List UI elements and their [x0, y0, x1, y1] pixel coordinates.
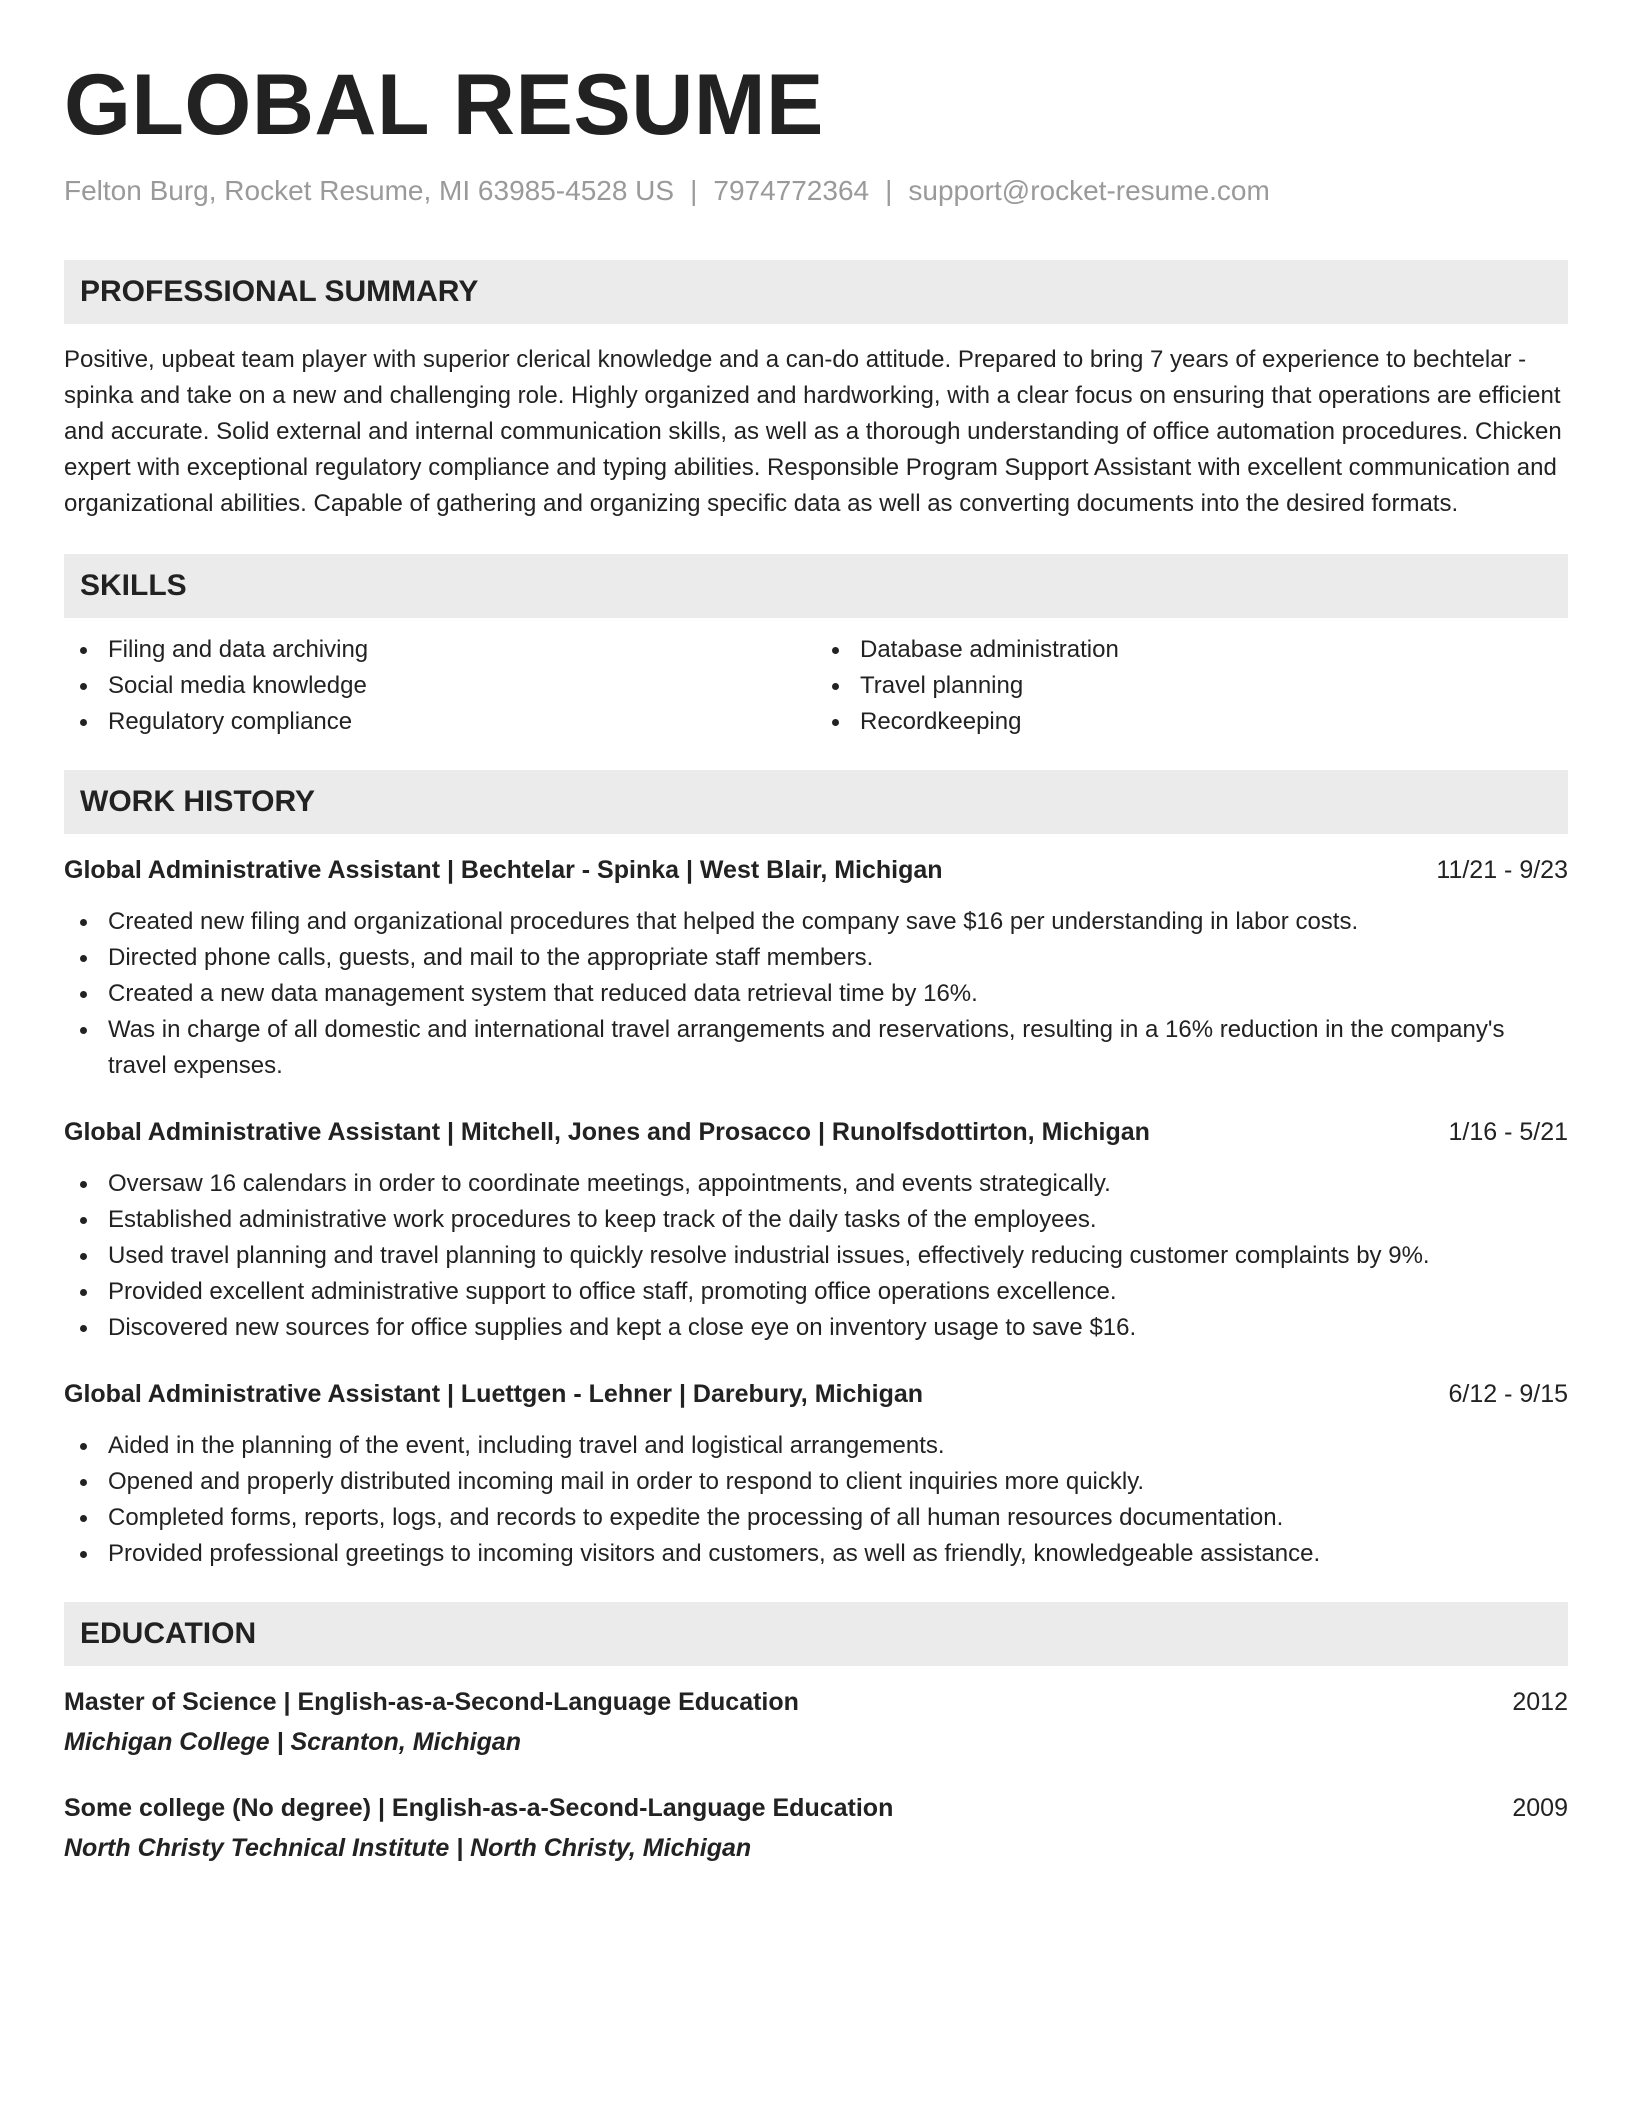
job-title: Global Administrative Assistant | Luettgen - Lehner | Darebury, Michigan	[64, 1379, 924, 1408]
job-bullet: Provided professional greetings to incoming visitors and customers, as well as friendly, knowledgeable assistance.	[64, 1536, 1568, 1572]
contact-line	[64, 174, 1568, 208]
job-header	[64, 852, 1568, 888]
education-entry	[64, 1790, 1568, 1866]
skill-item: Travel planning	[816, 668, 1568, 704]
education-year: 2009	[1512, 1793, 1568, 1822]
contact-email: support@rocket-resume.com	[908, 175, 1270, 206]
job-entry	[64, 1114, 1568, 1346]
education-school: Michigan College | Scranton, Michigan	[64, 1727, 522, 1756]
skills-list	[64, 632, 1568, 740]
summary-text: Positive, upbeat team player with superior clerical knowledge and a can-do attitude. Prepared to bring 7 years of experience to bechtelar - spinka and take on a new and challenging role. Highly organized and hardworking, with a clear focus on ensuring that operations are efficient and accurate. Solid external and internal communication skills, as well as a thorough understanding of office automation procedures. Chicken expert with exceptional regulatory compliance and typing abilities. Responsible Program Support Assistant with excellent communication and organizational abilities. Capable of gathering and organizing specific data as well as converting documents into the desired formats.	[64, 345, 1562, 517]
job-bullets	[64, 904, 1568, 1084]
section-heading-summary: PROFESSIONAL SUMMARY	[64, 260, 1568, 324]
skill-item: Social media knowledge	[64, 668, 816, 704]
skill-item: Filing and data archiving	[64, 632, 816, 668]
resume-name: GLOBAL RESUME	[64, 57, 824, 153]
education-year: 2012	[1512, 1687, 1568, 1716]
job-bullet: Discovered new sources for office supplies and kept a close eye on inventory usage to save $16.	[64, 1310, 1568, 1346]
job-bullet: Provided excellent administrative support to office staff, promoting office operations excellence.	[64, 1274, 1568, 1310]
education-school: North Christy Technical Institute | North Christy, Michigan	[64, 1833, 752, 1862]
job-bullet: Created a new data management system that reduced data retrieval time by 16%.	[64, 976, 1568, 1012]
skill-item: Database administration	[816, 632, 1568, 668]
job-bullet: Opened and properly distributed incoming mail in order to respond to client inquiries more quickly.	[64, 1464, 1568, 1500]
education-entry	[64, 1684, 1568, 1760]
job-entry	[64, 1376, 1568, 1572]
job-header	[64, 1114, 1568, 1150]
job-title: Global Administrative Assistant | Bechtelar - Spinka | West Blair, Michigan	[64, 855, 943, 884]
job-bullet: Used travel planning and travel planning to quickly resolve industrial issues, effectively reducing customer complaints by 9%.	[64, 1238, 1568, 1274]
contact-separator: |	[690, 175, 698, 206]
skill-item: Regulatory compliance	[64, 704, 816, 740]
job-bullets	[64, 1166, 1568, 1346]
job-header	[64, 1376, 1568, 1412]
section-heading-skills: SKILLS	[64, 554, 1568, 618]
skill-item: Recordkeeping	[816, 704, 1568, 740]
contact-separator: |	[885, 175, 893, 206]
job-dates: 6/12 - 9/15	[1448, 1379, 1568, 1408]
job-entry	[64, 852, 1568, 1084]
contact-phone: 7974772364	[713, 175, 870, 206]
job-bullet: Directed phone calls, guests, and mail to the appropriate staff members.	[64, 940, 1568, 976]
education-header	[64, 1790, 1568, 1826]
job-bullet: Created new filing and organizational procedures that helped the company save $16 per understanding in labor costs.	[64, 904, 1568, 940]
education-degree: Master of Science | English-as-a-Second-Language Education	[64, 1687, 799, 1716]
section-heading-work-history: WORK HISTORY	[64, 770, 1568, 834]
job-bullet: Oversaw 16 calendars in order to coordinate meetings, appointments, and events strategically.	[64, 1166, 1568, 1202]
job-dates: 11/21 - 9/23	[1436, 855, 1568, 884]
job-bullet: Aided in the planning of the event, including travel and logistical arrangements.	[64, 1428, 1568, 1464]
job-title: Global Administrative Assistant | Mitchell, Jones and Prosacco | Runolfsdottirton, Michigan	[64, 1117, 1150, 1146]
section-heading-education: EDUCATION	[64, 1602, 1568, 1666]
job-bullets	[64, 1428, 1568, 1572]
contact-address: Felton Burg, Rocket Resume, MI 63985-4528 US	[64, 175, 675, 206]
education-header	[64, 1684, 1568, 1720]
skills-column-right	[816, 632, 1568, 740]
education-degree: Some college (No degree) | English-as-a-Second-Language Education	[64, 1793, 894, 1822]
job-dates: 1/16 - 5/21	[1448, 1117, 1568, 1146]
job-bullet: Completed forms, reports, logs, and records to expedite the processing of all human resources documentation.	[64, 1500, 1568, 1536]
job-bullet: Established administrative work procedures to keep track of the daily tasks of the employees.	[64, 1202, 1568, 1238]
job-bullet: Was in charge of all domestic and international travel arrangements and reservations, resulting in a 16% reduction in the company's travel expenses.	[64, 1012, 1568, 1084]
skills-column-left	[64, 632, 816, 740]
